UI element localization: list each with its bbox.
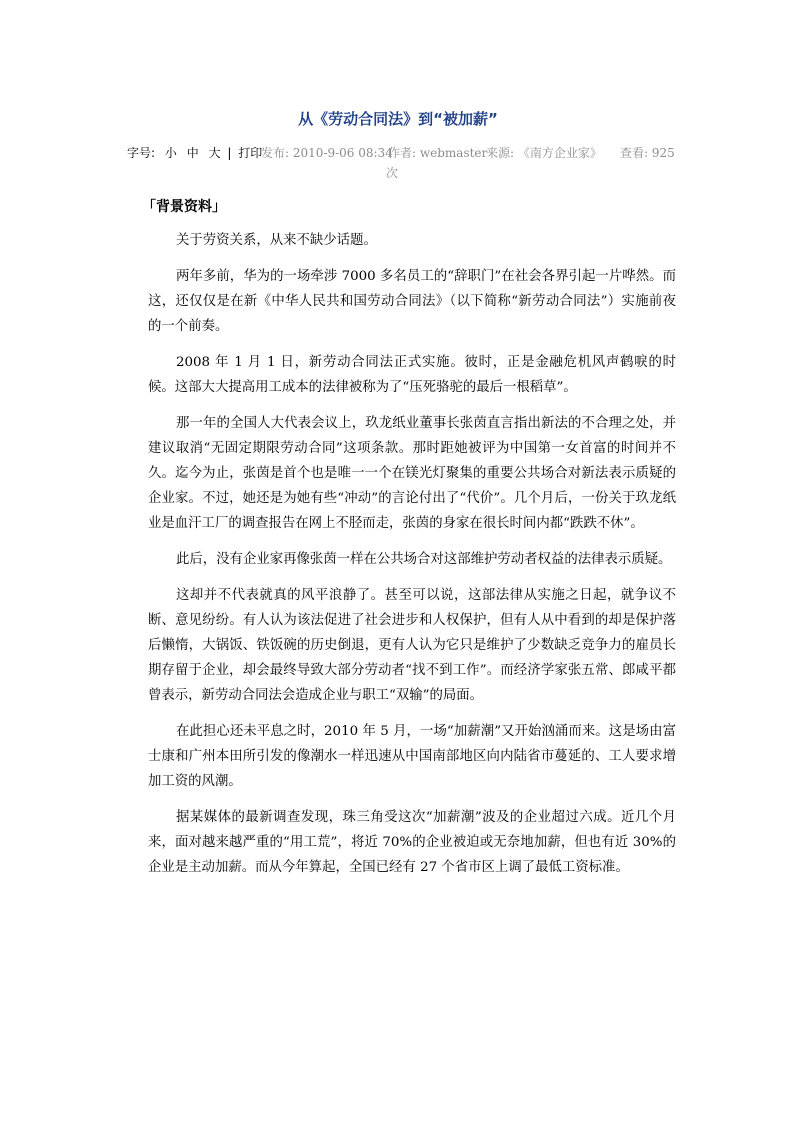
font-size-medium-link[interactable]: 中 (186, 146, 199, 160)
print-link[interactable]: 打印 (238, 146, 263, 160)
article-meta (120, 143, 676, 183)
publish-date: 发布: 2010-9-06 08:34 (261, 146, 393, 160)
view-count-unit: 次 (386, 166, 399, 180)
article-body (120, 228, 676, 880)
section-heading: 「背景资料」 (142, 199, 226, 215)
paragraph: 在此担心还未平息之时，2010 年 5 月，一场“加薪潮”又开始汹涌而来。这是场由富士康和广州本田所引发的像潮水一样迅速从中国南部地区向内陆省市蔓延的、工人要求增加工资的风潮。 (148, 724, 676, 789)
paragraph: 这却并不代表就真的风平浪静了。甚至可以说，这部法律从实施之日起，就争议不断、意见纷纷。有人认为该法促进了社会进步和人权保护，但有人从中看到的却是保护落后懒惰，大锅饭、铁饭碗的历史倒退，更有人认为它只是维护了少数缺乏竞争力的雇员长期存留于企业，却会最终导致大部分劳动者“找不到工作”。而经济学家张五常、郎咸平都曾表示，新劳动合同法会造成企业与职工“双输”的局面。 (148, 588, 676, 703)
source: 来源: 《南方企业家》 (486, 146, 602, 160)
font-size-large-link[interactable]: 大 (208, 146, 221, 160)
paragraph: 关于劳资关系，从来不缺少话题。 (176, 233, 377, 248)
paragraph: 2008 年 1 月 1 日，新劳动合同法正式实施。彼时，正是金融危机风声鹤唳的时候。这部大大提高用工成本的法律被称为了“压死骆驼的最后一根稻草”。 (148, 355, 676, 395)
paragraph: 据某媒体的最新调查发现，珠三角受这次“加薪潮”波及的企业超过六成。近几个月来，面对越来越严重的“用工荒”，将近 70%的企业被迫或无奈地加薪，但也有近 30%的企业是主动加薪。而从今年算起，全国已经有 27 个省市区上调了最低工资标准。 (148, 810, 676, 875)
meta-separator: | (227, 146, 232, 160)
font-size-controls (127, 143, 262, 163)
view-count: 查看: 925 (620, 146, 675, 160)
article (120, 108, 676, 891)
paragraph: 两年多前，华为的一场牵涉 7000 多名员工的“辞职门”在社会各界引起一片哗然。而这，还仅仅是在新《中华人民共和国劳动合同法》（以下简称“新劳动合同法”）实施前夜的一个前奏。 (148, 269, 676, 334)
font-size-label: 字号: (127, 146, 156, 160)
font-size-small-link[interactable]: 小 (164, 146, 177, 160)
paragraph: 此后，没有企业家再像张茵一样在公共场合对这部维护劳动者权益的法律表示质疑。 (176, 552, 672, 567)
author: 作者: webmaster (388, 146, 488, 160)
paragraph: 那一年的全国人大代表会议上，玖龙纸业董事长张茵直言指出新法的不合理之处，并建议取消“无固定期限劳动合同”这项条款。那时距她被评为中国第一女首富的时间并不久。迄今为止，张茵是首个也是唯一一个在镁光灯聚集的重要公共场合对新法表示质疑的企业家。不过，她还是为她有些“冲动”的言论付出了“代价”。几个月后，一份关于玖龙纸业是血汗工厂的调查报告在网上不胫而走，张茵的身家在很长时间内都“跌跌不休”。 (148, 416, 676, 531)
article-title: 从《劳动合同法》到“被加薪” (298, 110, 498, 128)
